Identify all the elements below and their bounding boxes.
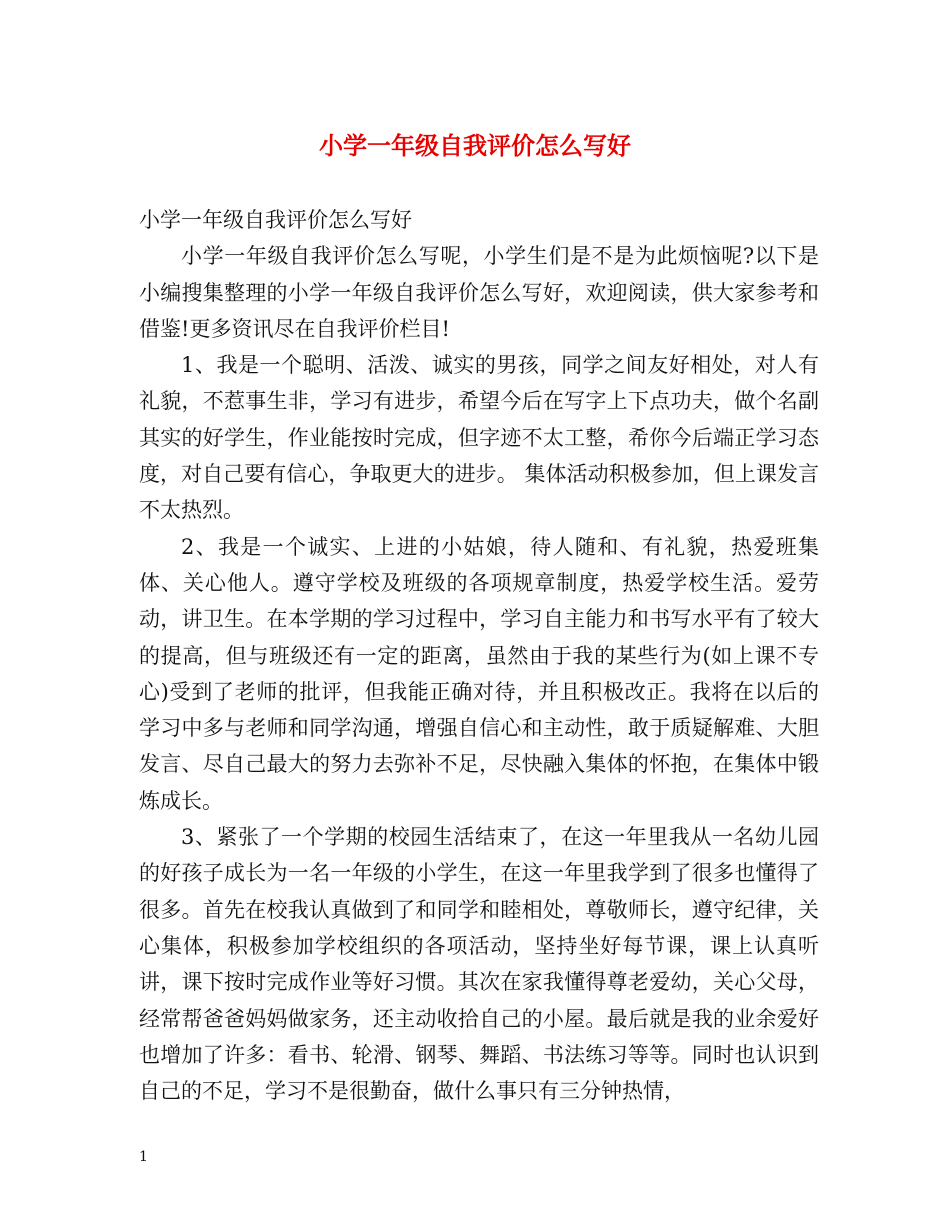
paragraph-3: 3、紧张了一个学期的校园生活结束了，在这一年里我从一名幼儿园的好孩子成长为一名一年级的小学生，在这一年里我学到了很多也懂得了很多。首先在校我认真做到了和同学和睦相处，尊敬师长，遵守纪律，关心集体，积极参加学校组织的各项活动，坚持坐好每节课，课上认真听讲，课下按时完成作业等好习惯。其次在家我懂得尊老爱幼，关心父母，经常帮爸爸妈妈做家务，还主动收拾自己的小屋。最后就是我的业余爱好也增加了许多：看书、轮滑、钢琴、舞蹈、书法练习等等。同时也认识到自己的不足，学习不是很勤奋，做什么事只有三分钟热情， <box>139 825 819 1104</box>
paragraph-1: 1、我是一个聪明、活泼、诚实的男孩，同学之间友好相处，对人有礼貌，不惹事生非，学习有进步，希望今后在写字上下点功夫，做个名副其实的好学生，作业能按时完成，但字迹不太工整，希你今后端正学习态度，对自己要有信心，争取更大的进步。 集体活动积极参加，但上课发言不太热烈。 <box>139 353 819 523</box>
document-body <box>139 202 819 1109</box>
paragraph-2: 2、我是一个诚实、上进的小姑娘，待人随和、有礼貌，热爱班集体、关心他人。遵守学校及班级的各项规章制度，热爱学校生活。爱劳动，讲卫生。在本学期的学习过程中，学习自主能力和书写水平有了较大的提高，但与班级还有一定的距离，虽然由于我的某些行为(如上课不专心)受到了老师的批评，但我能正确对待，并且积极改正。我将在以后的学习中多与老师和同学沟通，增强自信心和主动性，敢于质疑解难、大胆发言、尽自己最大的努力去弥补不足，尽快融入集体的怀抱，在集体中锻炼成长。 <box>139 534 819 813</box>
page-number: 1 <box>139 1149 148 1165</box>
document-title: 小学一年级自我评价怎么写好 <box>319 131 631 160</box>
document-subtitle: 小学一年级自我评价怎么写好 <box>139 208 412 232</box>
intro-paragraph: 小学一年级自我评价怎么写呢，小学生们是不是为此烦恼呢?以下是小编搜集整理的小学一年级自我评价怎么写好，欢迎阅读，供大家参考和借鉴!更多资讯尽在自我评价栏目! <box>139 244 819 341</box>
